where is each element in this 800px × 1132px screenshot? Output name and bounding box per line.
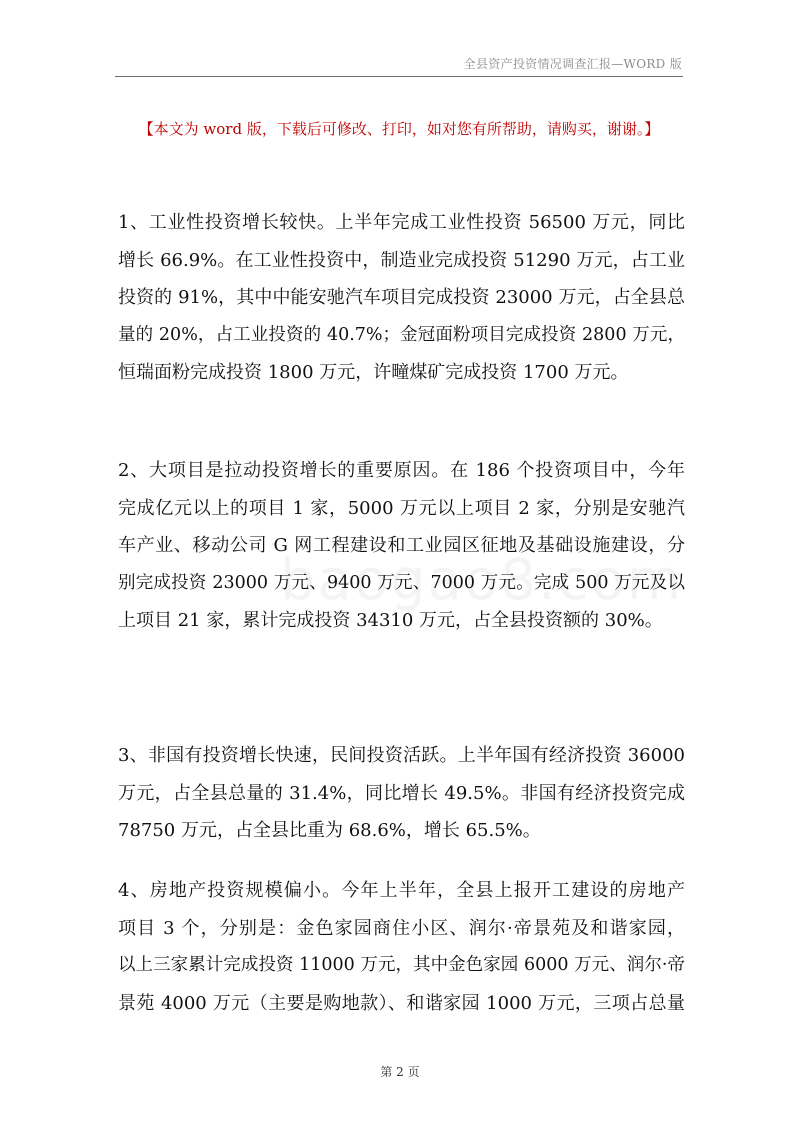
paragraph-line: 完成亿元以上的项目 1 家，5000 万元以上项目 2 家，分别是安驰汽 <box>118 497 685 519</box>
paragraph-line: 3、非国有投资增长快速，民间投资活跃。上半年国有经济投资 36000 <box>118 745 685 766</box>
page-number: 第 2 页 <box>380 1065 420 1079</box>
paragraph-line: 恒瑞面粉完成投资 1800 万元，许疃煤矿完成投资 1700 万元。 <box>118 362 629 383</box>
paragraph-line: 车产业、移动公司 G 网工程建设和工业园区征地及基础设施建设，分 <box>118 535 685 556</box>
paragraph-line: 2、大项目是拉动投资增长的重要原因。在 186 个投资项目中，今年 <box>118 460 685 481</box>
paragraph-line: 增长 66.9%。在工业性投资中，制造业完成投资 51290 万元，占工业 <box>118 249 685 271</box>
paragraph-line: 别完成投资 23000 万元、9400 万元、7000 万元。完成 500 万元及以 <box>118 572 685 593</box>
paragraph-line: 以上三家累计完成投资 11000 万元，其中金色家园 6000 万元、润尔·帝 <box>118 955 685 975</box>
paragraph-industrial-investment <box>118 204 685 392</box>
paragraph-major-projects <box>118 452 685 640</box>
paragraph-line: 上项目 21 家，累计完成投资 34310 万元，占全县投资额的 30%。 <box>118 610 663 631</box>
purchase-notice: 【本文为 word 版，下载后可修改、打印，如对您有所帮助，请购买，谢谢。】 <box>138 120 660 138</box>
paragraph-line: 景苑 4000 万元（主要是购地款）、和谐家园 1000 万元，三项占总量 <box>118 992 685 1014</box>
paragraph-line: 万元，占全县总量的 31.4%，同比增长 49.5%。非国有经济投资完成 <box>118 782 685 804</box>
paragraph-real-estate <box>118 872 685 1022</box>
paragraph-line: 项目 3 个，分别是：金色家园商住小区、润尔·帝景苑及和谐家园， <box>118 917 685 939</box>
paragraph-line: 量的 20%，占工业投资的 40.7%；金冠面粉项目完成投资 2800 万元， <box>118 324 685 345</box>
paragraph-line: 78750 万元，占全县比重为 68.6%，增长 65.5%。 <box>118 820 541 841</box>
paragraph-line: 1、工业性投资增长较快。上半年完成工业性投资 56500 万元，同比 <box>118 212 685 233</box>
paragraph-non-state-investment <box>118 737 685 850</box>
paragraph-line: 4、房地产投资规模偏小。今年上半年，全县上报开工建设的房地产 <box>118 880 685 901</box>
document-header-title: 全县资产投资情况调查汇报—WORD 版 <box>463 57 682 71</box>
header-divider <box>115 76 683 77</box>
paragraph-line: 投资的 91%，其中中能安驰汽车项目完成投资 23000 万元，占全县总 <box>118 287 685 308</box>
